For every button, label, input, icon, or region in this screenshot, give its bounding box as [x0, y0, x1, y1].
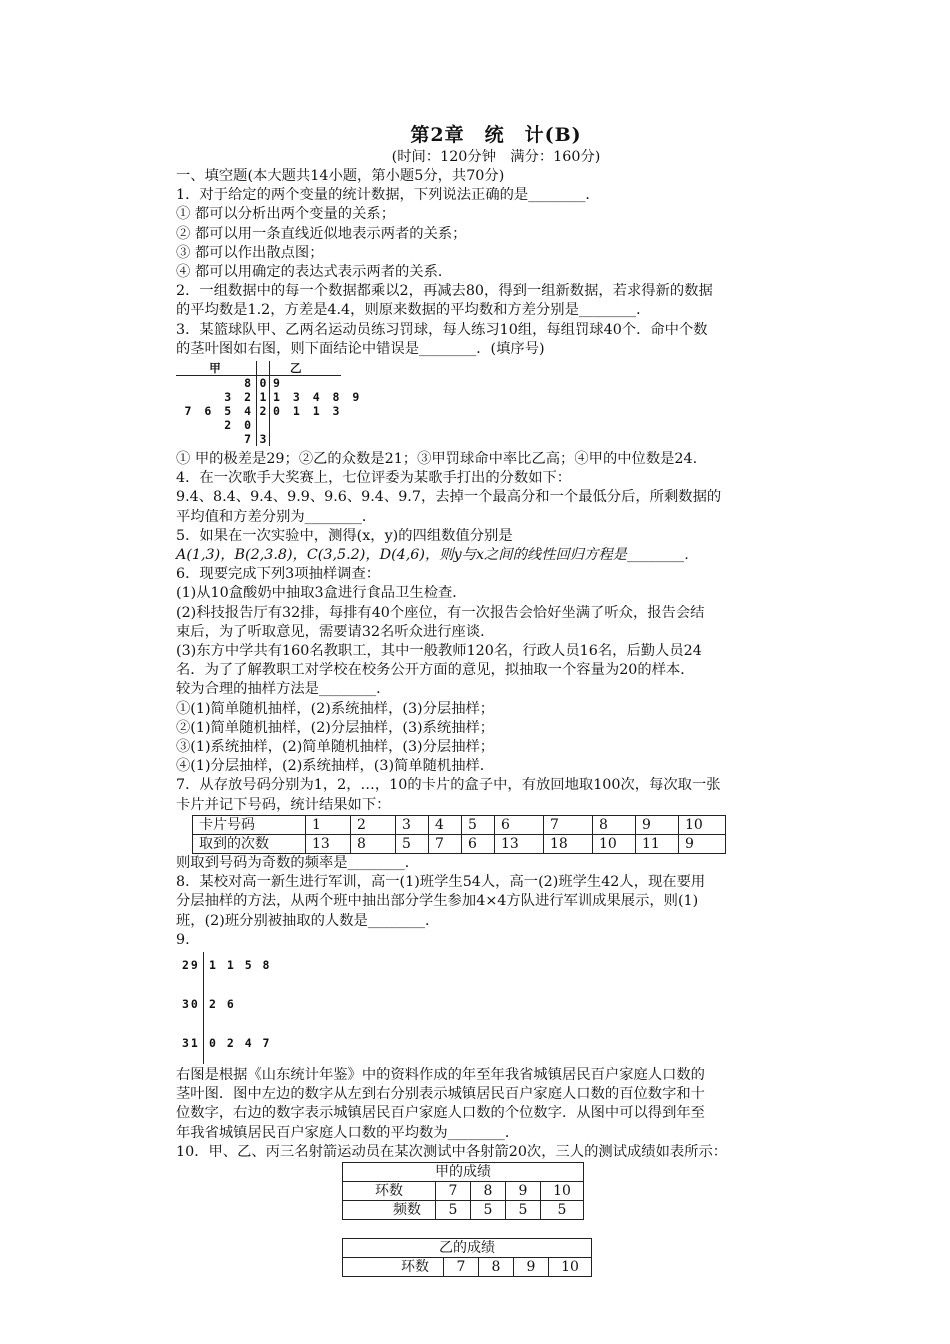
table-cell: 取到的次数 — [193, 834, 306, 853]
table-cell: 11 — [636, 834, 679, 853]
table-cell: 9 — [514, 1257, 549, 1276]
table-caption: 乙的成绩 — [343, 1238, 592, 1257]
table-cell: 9 — [679, 834, 726, 853]
section-heading: 一、填空题(本大题共14小题，第小题5分，共70分) — [176, 168, 505, 184]
table-cell: 1 — [306, 815, 351, 834]
stem-divider — [203, 952, 204, 1064]
header-yi: 乙 — [290, 361, 302, 376]
page-subtitle: (时间：120分钟 满分：160分) — [391, 149, 601, 165]
table-cell: 2 — [351, 815, 396, 834]
table-row — [343, 1162, 584, 1181]
question-9 — [176, 931, 816, 1143]
question-text: 平均值和方差分别为________． — [176, 508, 377, 525]
table-cell: 4 — [429, 815, 462, 834]
card-frequency-table — [192, 815, 726, 854]
table-cell: 5 — [541, 1200, 584, 1219]
stem: 31 — [182, 1035, 200, 1050]
question-5 — [176, 527, 816, 565]
question-text: (2)科技报告厅有32排，每排有40个座位，有一次报告会恰好坐满了听众，报告会结 — [176, 604, 705, 621]
table-cell: 3 — [396, 815, 429, 834]
leaves-left: 8 — [244, 376, 254, 391]
option: ④(1)分层抽样，(2)系统抽样，(3)简单随机抽样． — [176, 758, 495, 775]
table-cell: 环数 — [343, 1257, 444, 1276]
table-cell: 18 — [544, 834, 593, 853]
question-text: 5．如果在一次实验中，测得(x，y)的四组数值分别是 — [176, 527, 513, 544]
question-text: 10．甲、乙、丙三名射箭运动员在某次测试中各射箭20次，三人的测试成绩如表所示： — [176, 1143, 728, 1160]
question-7 — [176, 776, 816, 873]
question-text: 名．为了了解教职工对学校在校务公开方面的意见，拟抽取一个容量为20的样本． — [176, 662, 695, 679]
question-8 — [176, 873, 816, 931]
stem: 1 — [256, 390, 270, 404]
question-text: 的茎叶图如右图，则下面结论中错误是________．(填序号) — [176, 340, 545, 357]
question-text: (1)从10盒酸奶中抽取3盒进行食品卫生检查． — [176, 585, 467, 602]
document-page — [176, 122, 816, 1277]
stem: 2 — [256, 404, 270, 432]
table-cell: 卡片号码 — [193, 815, 306, 834]
stem-header — [256, 361, 270, 375]
question-text: 8．某校对高一新生进行军训，高一(1)班学生54人，高一(2)班学生42人，现在要用 — [176, 874, 706, 891]
table-row — [343, 1200, 584, 1219]
stem-leaf-row — [176, 376, 816, 390]
table-row — [343, 1181, 584, 1200]
table-cell: 10 — [593, 834, 636, 853]
question-text: 卡片并记下号码，统计结果如下： — [176, 796, 391, 813]
leaves: 1 1 5 8 — [209, 957, 272, 972]
table-caption: 甲的成绩 — [343, 1162, 584, 1181]
question-4 — [176, 469, 816, 527]
question-3 — [176, 321, 816, 470]
question-10 — [176, 1143, 816, 1277]
question-text: 2．一组数据中的每一个数据都乘以2，再减去80，得到一组新数据，若求得新的数据 — [176, 283, 713, 300]
table-cell: 10 — [549, 1257, 592, 1276]
question-stem: 1．对于给定的两个变量的统计数据，下列说法正确的是________． — [176, 187, 600, 204]
table-cell: 10 — [541, 1181, 584, 1200]
table-cell: 8 — [471, 1181, 506, 1200]
question-text: 7．从存放号码分别为1，2，…，10的卡片的盒子中，有放回地取100次，每次取一张 — [176, 777, 721, 794]
option: ④ 都可以用确定的表达式表示两者的关系． — [176, 264, 453, 281]
stem: 0 — [256, 376, 270, 390]
stem: 3 — [256, 432, 270, 446]
table-cell: 10 — [679, 815, 726, 834]
leaves-right — [270, 432, 273, 446]
stem-leaf-row — [176, 432, 816, 446]
option: ②(1)简单随机抽样，(2)分层抽样，(3)系统抽样； — [176, 719, 495, 736]
table-cell: 7 — [436, 1181, 471, 1200]
table-cell: 7 — [444, 1257, 479, 1276]
table-row — [193, 815, 726, 834]
table-row — [193, 834, 726, 853]
table-cell: 7 — [429, 834, 462, 853]
question-text: A(1,3)，B(2,3.8)，C(3,5.2)，D(4,6)，则y与x之间的线性回归方程是________． — [176, 547, 699, 564]
question-text: 的平均数是1.2，方差是4.4，则原来数据的平均数和方差分别是________． — [176, 302, 651, 319]
option: ③(1)系统抽样，(2)简单随机抽样，(3)分层抽样； — [176, 739, 495, 756]
question-text: 3．某篮球队甲、乙两名运动员练习罚球，每人练习10组，每组罚球40个．命中个数 — [176, 321, 708, 338]
question-conclusions: ① 甲的极差是29；②乙的众数是21；③甲罚球命中率比乙高；④甲的中位数是24. — [176, 451, 698, 468]
option: ② 都可以用一条直线近似地表示两者的关系； — [176, 225, 467, 242]
stem-leaf-plot-jia-yi — [176, 361, 816, 446]
question-text: 9.4、8.4、9.4、9.9、9.6、9.4、9.7，去掉一个最高分和一个最低分后，所剩数据的 — [176, 489, 722, 506]
table-cell: 环数 — [343, 1181, 436, 1200]
question-text: 位数字，右边的数字表示城镇居民百户家庭人口数的个位数字．从图中可以得到年至 — [176, 1105, 705, 1122]
option: ① 都可以分析出两个变量的关系； — [176, 206, 395, 223]
question-2 — [176, 282, 816, 320]
stem-leaf-header — [176, 361, 341, 376]
question-text: 较为合理的抽样方法是________． — [176, 681, 391, 698]
question-text: 茎叶图．图中左边的数字从左到右分别表示城镇居民百户家庭人口数的百位数字和十 — [176, 1086, 705, 1103]
table-cell: 8 — [351, 834, 396, 853]
question-1 — [176, 186, 816, 282]
question-text: 4．在一次歌手大奖赛上，七位评委为某歌手打出的分数如下： — [176, 470, 572, 487]
table-cell: 6 — [462, 834, 495, 853]
question-text: 右图是根据《山东统计年鉴》中的资料作成的年至年我省城镇居民百户家庭人口数的 — [176, 1066, 705, 1083]
table-cell: 5 — [471, 1200, 506, 1219]
stem-leaf-plot-population — [176, 952, 816, 1064]
table-cell: 5 — [506, 1200, 541, 1219]
option: ①(1)简单随机抽样，(2)系统抽样，(3)分层抽样； — [176, 700, 495, 717]
table-cell: 9 — [636, 815, 679, 834]
question-6 — [176, 565, 816, 776]
leaves-right: 1 3 4 8 9 — [273, 390, 363, 405]
question-text: 班，(2)班分别被抽取的人数是________． — [176, 912, 440, 929]
table-cell: 5 — [462, 815, 495, 834]
yi-score-table — [342, 1238, 592, 1277]
leaves-left: 7 — [244, 432, 254, 447]
jia-score-table — [342, 1162, 584, 1220]
question-text: 6．现要完成下列3项抽样调查： — [176, 566, 381, 583]
leaves-left: 7 6 5 4 2 0 — [184, 404, 254, 433]
question-text: 束后，为了听取意见，需要请32名听众进行座谈． — [176, 623, 495, 640]
question-text: 则取到号码为奇数的频率是________． — [176, 854, 420, 871]
leaves-right: 9 — [273, 376, 283, 391]
option: ③ 都可以作出散点图； — [176, 244, 324, 261]
table-row — [343, 1257, 592, 1276]
leaves: 0 2 4 7 — [209, 1035, 272, 1050]
question-text: 年我省城镇居民百户家庭人口数的平均数为________． — [176, 1124, 520, 1141]
leaves-left: 3 2 — [224, 390, 254, 405]
table-cell: 6 — [495, 815, 544, 834]
leaves: 2 6 — [209, 996, 236, 1011]
table-cell: 13 — [495, 834, 544, 853]
table-cell: 5 — [436, 1200, 471, 1219]
table-cell: 13 — [306, 834, 351, 853]
table-cell: 8 — [593, 815, 636, 834]
table-cell: 频数 — [343, 1200, 436, 1219]
table-cell: 7 — [544, 815, 593, 834]
question-text: 分层抽样的方法，从两个班中抽出部分学生参加4×4方队进行军训成果展示，则(1) — [176, 893, 699, 910]
table-cell: 9 — [506, 1181, 541, 1200]
stem: 29 — [182, 957, 200, 972]
table-cell: 8 — [479, 1257, 514, 1276]
header-jia: 甲 — [209, 361, 221, 376]
stem: 30 — [182, 996, 200, 1011]
question-text: (3)东方中学共有160名教职工，其中一般教师120名，行政人员16名，后勤人员24 — [176, 643, 702, 660]
stem-leaf-row — [176, 390, 816, 404]
table-row — [343, 1238, 592, 1257]
leaves-right: 0 1 1 3 — [273, 404, 343, 419]
page-title: 第2章 统 计(B) — [410, 124, 582, 146]
table-cell: 5 — [396, 834, 429, 853]
question-number: 9. — [176, 931, 190, 948]
stem-leaf-row — [176, 404, 816, 432]
